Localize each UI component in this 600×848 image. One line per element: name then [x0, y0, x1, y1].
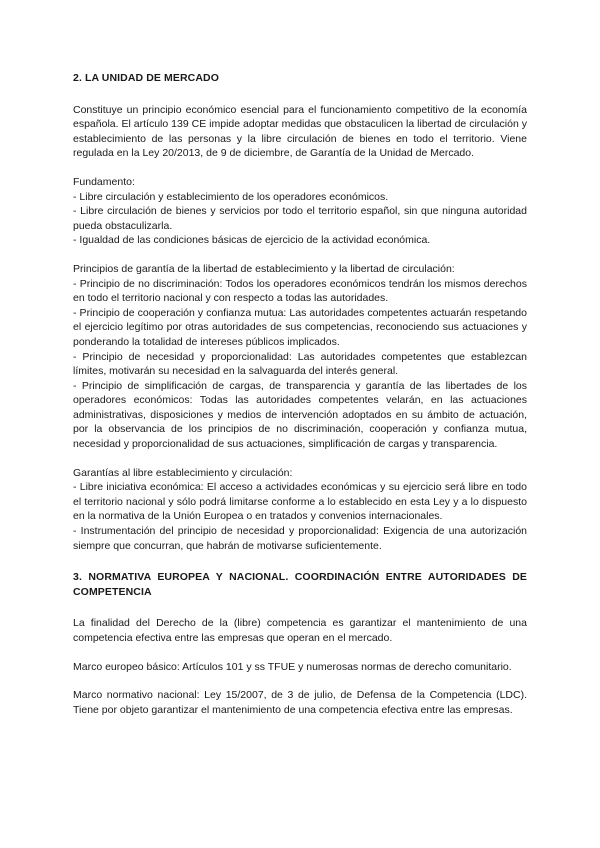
principios-item: - Principio de simplificación de cargas, de transparencia y garantía de las libertades de los operadores económicos: Todas las autoridades competentes velarán, en las actuaciones administrativas, disposiciones y medios de intervención adoptados en su ámbito de actuación, por la observancia de los principios de no discriminación, cooperación y confianza mutua, necesidad y proporcionalidad de sus actuaciones, simplificación de cargas y transparencia.	[73, 379, 527, 451]
section-3-paragraph: Marco normativo nacional: Ley 15/2007, de 3 de julio, de Defensa de la Competencia (LDC). Tiene por objeto garantizar el mantenimiento de una competencia efectiva entre las empresas.	[73, 689, 527, 716]
section-3-paragraph: La finalidad del Derecho de la (libre) competencia es garantizar el mantenimiento de una competencia efectiva entre las empresas que operan en el mercado.	[73, 617, 527, 644]
garantias-heading: Garantías al libre establecimiento y circulación:	[73, 466, 293, 479]
fundamento-heading: Fundamento:	[73, 175, 135, 188]
principios-heading: Principios de garantía de la libertad de establecimiento y la libertad de circulación:	[73, 262, 455, 275]
garantias-item: - Instrumentación del principio de necesidad y proporcionalidad: Exigencia de una autorización siempre que concurran, que habrán de motivarse suficientemente.	[73, 525, 527, 552]
principios-item: - Principio de cooperación y confianza mutua: Las autoridades competentes actuarán respetando el ejercicio legítimo por otras autoridades de sus competencias, reconociendo sus actuaciones y ponderando la totalidad de intereses públicos implicados.	[73, 306, 527, 348]
garantias-item: - Libre iniciativa económica: El acceso a actividades económicas y su ejercicio será libre en todo el territorio nacional y sólo podrá limitarse conforme a lo establecido en esta Ley y a lo dispuesto en la normativa de la Unión Europea o en tratados y convenios internacionales.	[73, 481, 527, 523]
fundamento-item: - Libre circulación y establecimiento de los operadores económicos.	[73, 190, 389, 203]
fundamento-item: - Libre circulación de bienes y servicios por todo el territorio español, sin que ninguna autoridad pueda obstaculizarla.	[73, 205, 527, 232]
principios-item: - Principio de no discriminación: Todos los operadores económicos tendrán los mismos derechos en todo el territorio nacional y con respecto a todas las autoridades.	[73, 277, 527, 305]
document-page	[73, 71, 527, 717]
fundamento-item: - Igualdad de las condiciones básicas de ejercicio de la actividad económica.	[73, 234, 431, 247]
principios-item: - Principio de necesidad y proporcionalidad: Las autoridades competentes que establezcan límites, motivarán su necesidad en la salvaguarda del interés general.	[73, 350, 527, 378]
section-3-paragraph: Marco europeo básico: Artículos 101 y ss TFUE y numerosas normas de derecho comunitario.	[73, 660, 512, 673]
section-3-title: 3. NORMATIVA EUROPEA Y NACIONAL. COORDINACIÓN ENTRE AUTORIDADES DE COMPETENCIA	[73, 571, 527, 598]
section-2-title: 2. LA UNIDAD DE MERCADO	[73, 72, 219, 84]
section-2-intro: Constituye un principio económico esencial para el funcionamiento competitivo de la economía española. El artículo 139 CE impide adoptar medidas que obstaculicen la libertad de circulación y establecimiento de las personas y la libre circulación de bienes en todo el territorio. Viene regulada en la Ley 20/2013, de 9 de diciembre, de Garantía de la Unidad de Mercado.	[73, 103, 527, 160]
